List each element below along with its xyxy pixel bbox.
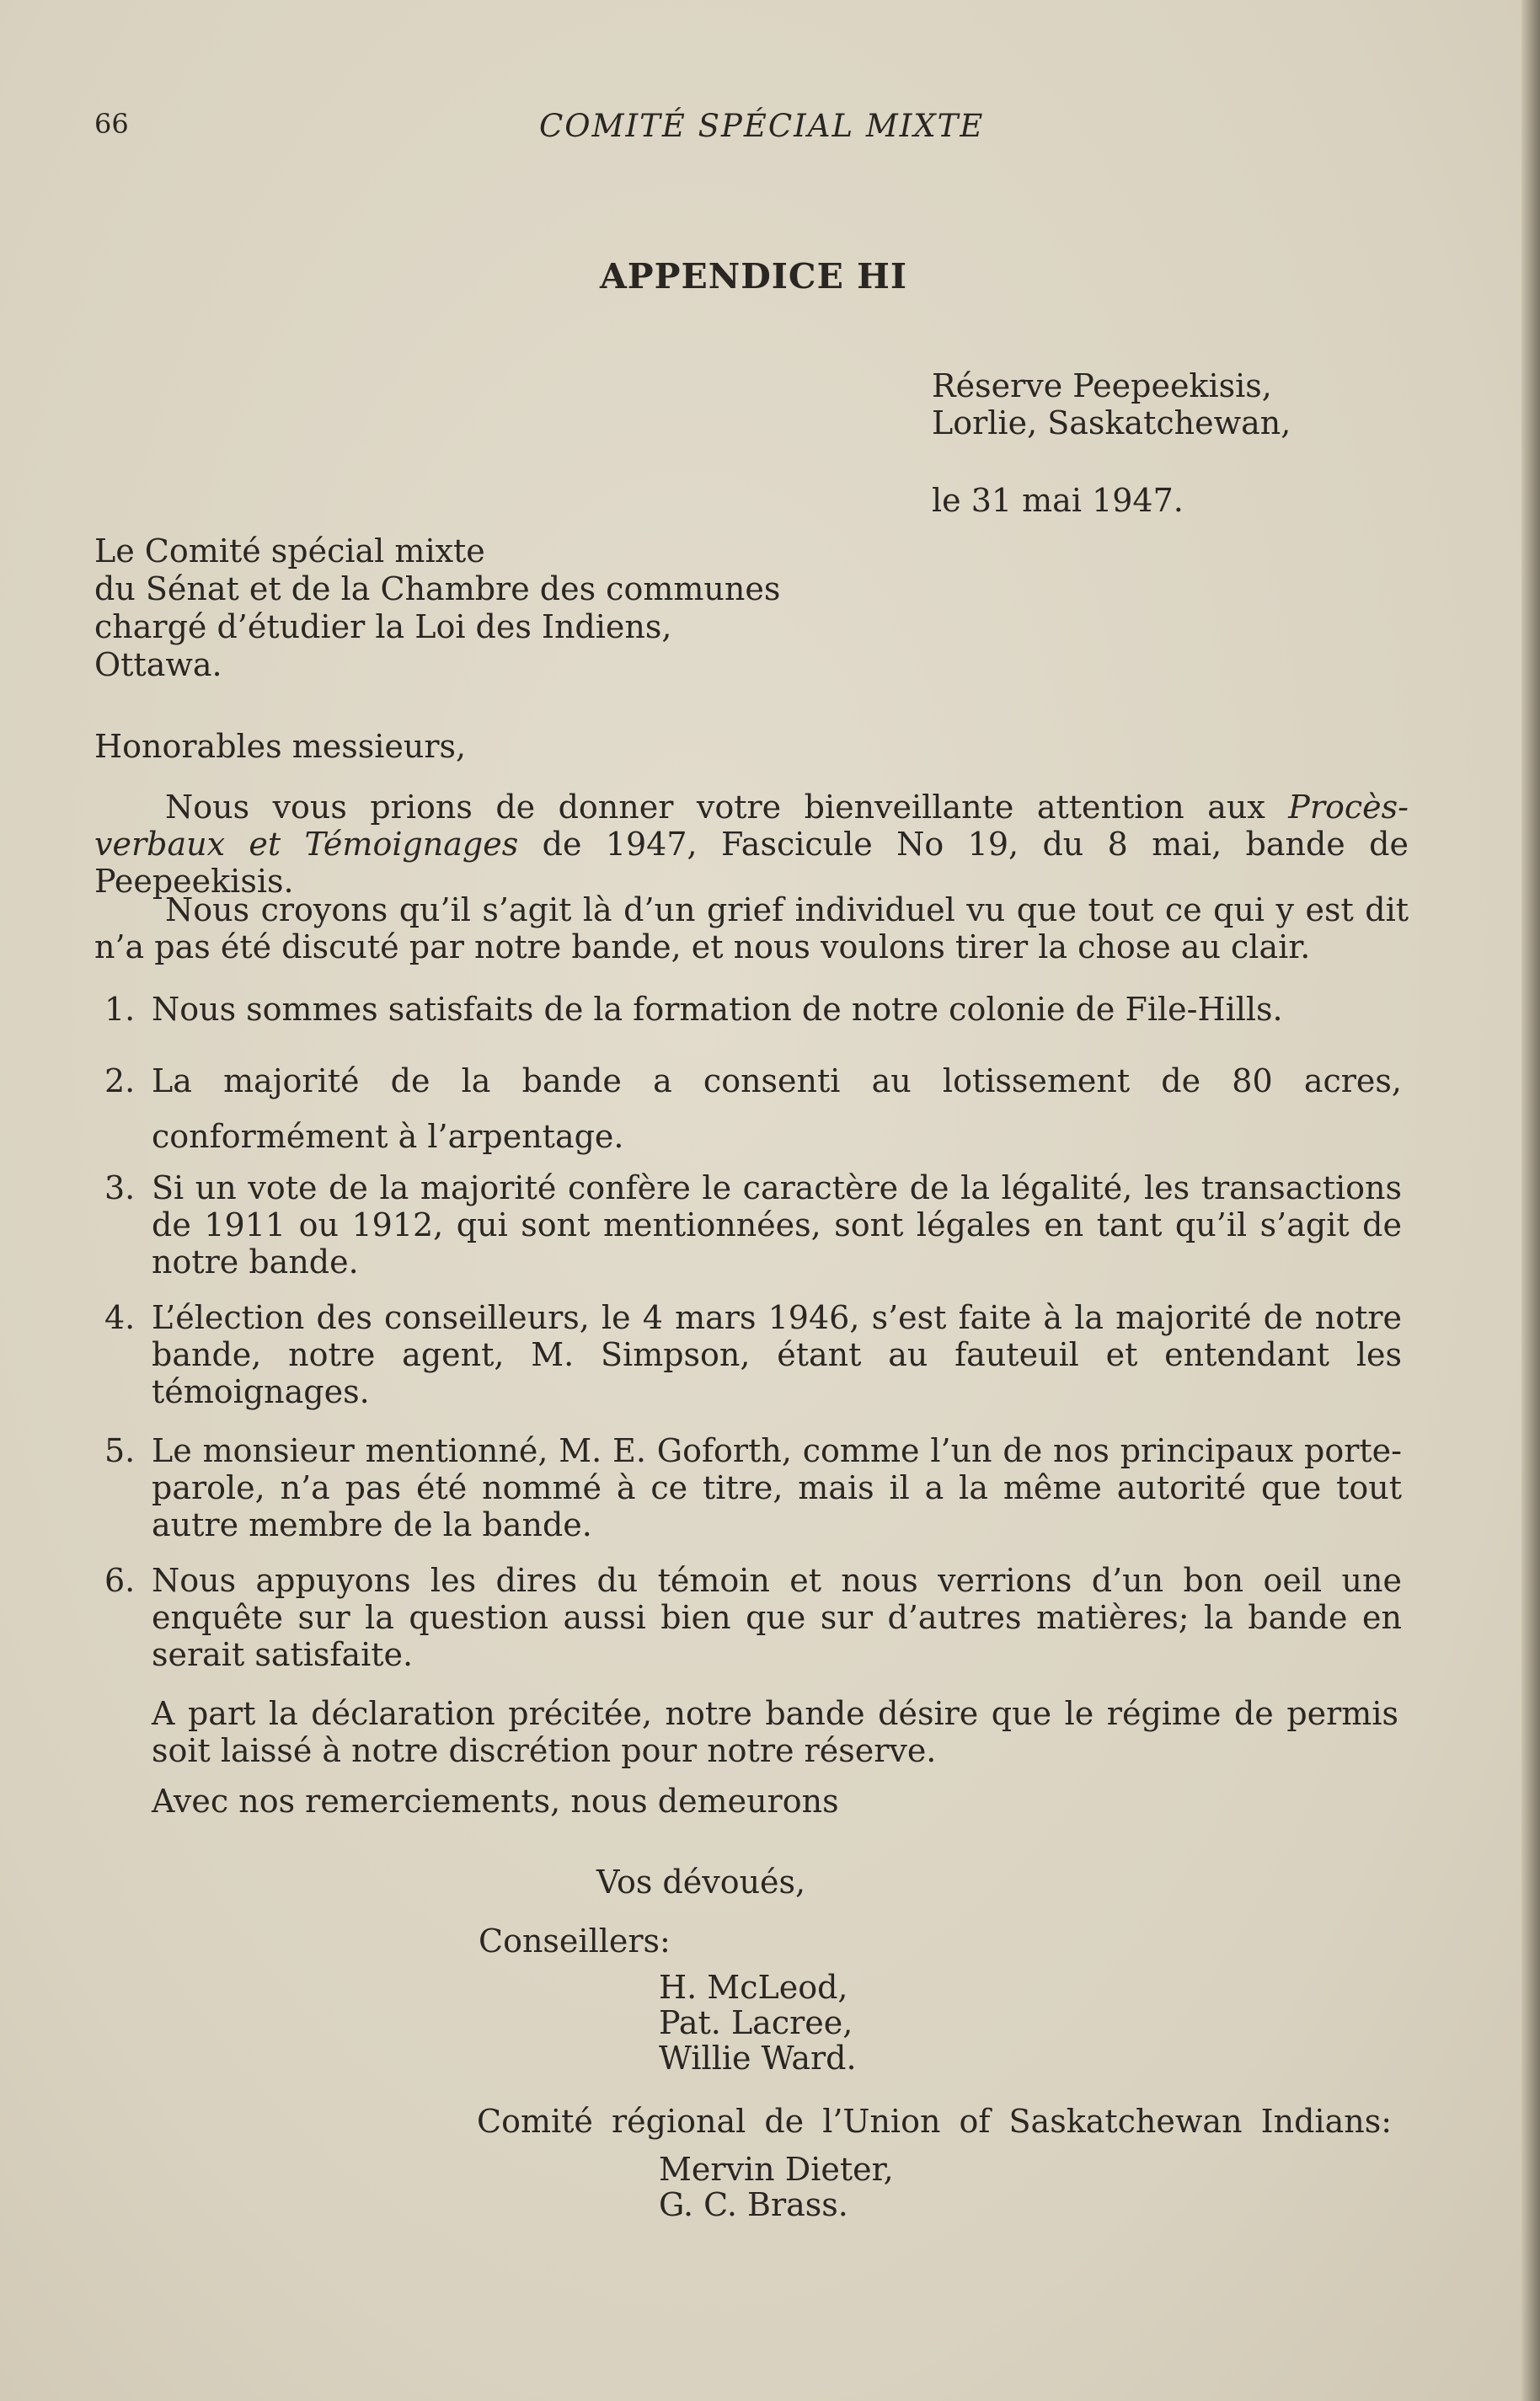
list-item-text: Le monsieur mentionné, M. E. Goforth, comme l’un de nos principaux porte-parole, n’a pas été nommé à ce titre, mais il a la même autorité que tout autre membre de la bande. [152,1432,1402,1543]
list-item-number: 3. [104,1169,136,1206]
list-item [104,1562,1402,1673]
page-edge-shadow [1521,0,1540,2401]
recipient-block [94,532,780,684]
list-item [104,1299,1402,1410]
list-item-number: 4. [104,1299,136,1336]
councillor-signatures [659,1970,857,2076]
salutation: Honorables messieurs, [94,728,467,765]
list-item-text: Nous appuyons les dires du témoin et nous verrions d’un bon oeil une enquête sur la question aussi bien que sur d’autres matières; la bande en serait satisfaite. [152,1562,1402,1673]
list-item-number: 5. [104,1432,136,1469]
sender-address-line-1: Réserve Peepeekisis, [932,367,1272,404]
publication-title: Procès-verbaux et Témoignages [94,789,1409,863]
list-item-text: Si un vote de la majorité confère le caractère de la légalité, les transactions de 1911 ou 1912, qui sont mentionnées, sont légales en tant qu’il s’agit de notre bande. [152,1169,1402,1281]
committee-signatures [659,2152,894,2222]
recipient-line: du Sénat et de la Chambre des communes [94,570,781,607]
list-item [104,1432,1402,1543]
list-item-number: 6. [104,1562,136,1599]
valediction: Vos dévoués, [596,1864,806,1901]
recipient-line: Ottawa. [94,646,222,683]
closing-remark: Avec nos remerciements, nous demeurons [152,1783,839,1820]
list-item-number: 1. [104,991,136,1028]
list-item-number: 2. [104,1062,136,1099]
signatory-name: H. McLeod, [659,1969,848,2006]
page-number: 66 [94,108,129,140]
list-item-text: L’élection des conseilleurs, le 4 mars 1946, s’est faite à la majorité de notre bande, notre agent, M. Simpson, étant au fauteuil et entendant les témoignages. [152,1299,1402,1410]
closing-paragraph: A part la déclaration précitée, notre bande désire que le régime de permis soit laissé à notre discrétion pour notre réserve. [152,1695,1398,1769]
sender-address-line-2: Lorlie, Saskatchewan, [932,404,1291,441]
appendix-title: APPENDICE HI [600,256,908,297]
list-item [104,1169,1402,1281]
recipient-line: chargé d’étudier la Loi des Indiens, [94,608,672,645]
signatory-name: Willie Ward. [659,2040,857,2077]
list-item [104,991,1402,1028]
intro-paragraph-2: Nous croyons qu’il s’agit là d’un grief individuel vu que tout ce qui y est dit n’a pas été discuté par notre bande, et nous voulons tirer la chose au clair. [94,891,1409,965]
signatory-name: Pat. Lacree, [659,2004,853,2041]
list-item-text: La majorité de la bande a consenti au lotissement de 80 acres, conformément à l’arpentage. [152,1062,1402,1155]
signatory-name: G. C. Brass. [659,2186,848,2223]
list-item-text: Nous sommes satisfaits de la formation de notre colonie de File-Hills. [152,991,1283,1028]
intro-paragraph-1: Nous vous prions de donner votre bienveillante attention aux Procès-verbaux et Témoignages de 1947, Fascicule No 19, du 8 mai, bande de Peepeekisis. [94,789,1409,900]
running-head: COMITÉ SPÉCIAL MIXTE [539,108,985,144]
committee-label: Comité régional de l’Union of Saskatchewan Indians: [477,2103,1392,2140]
signatory-name: Mervin Dieter, [659,2151,894,2188]
letter-date: le 31 mai 1947. [932,482,1184,519]
councillors-label: Conseillers: [479,1922,671,1960]
list-item [104,1053,1402,1164]
recipient-line: Le Comité spécial mixte [94,532,485,570]
